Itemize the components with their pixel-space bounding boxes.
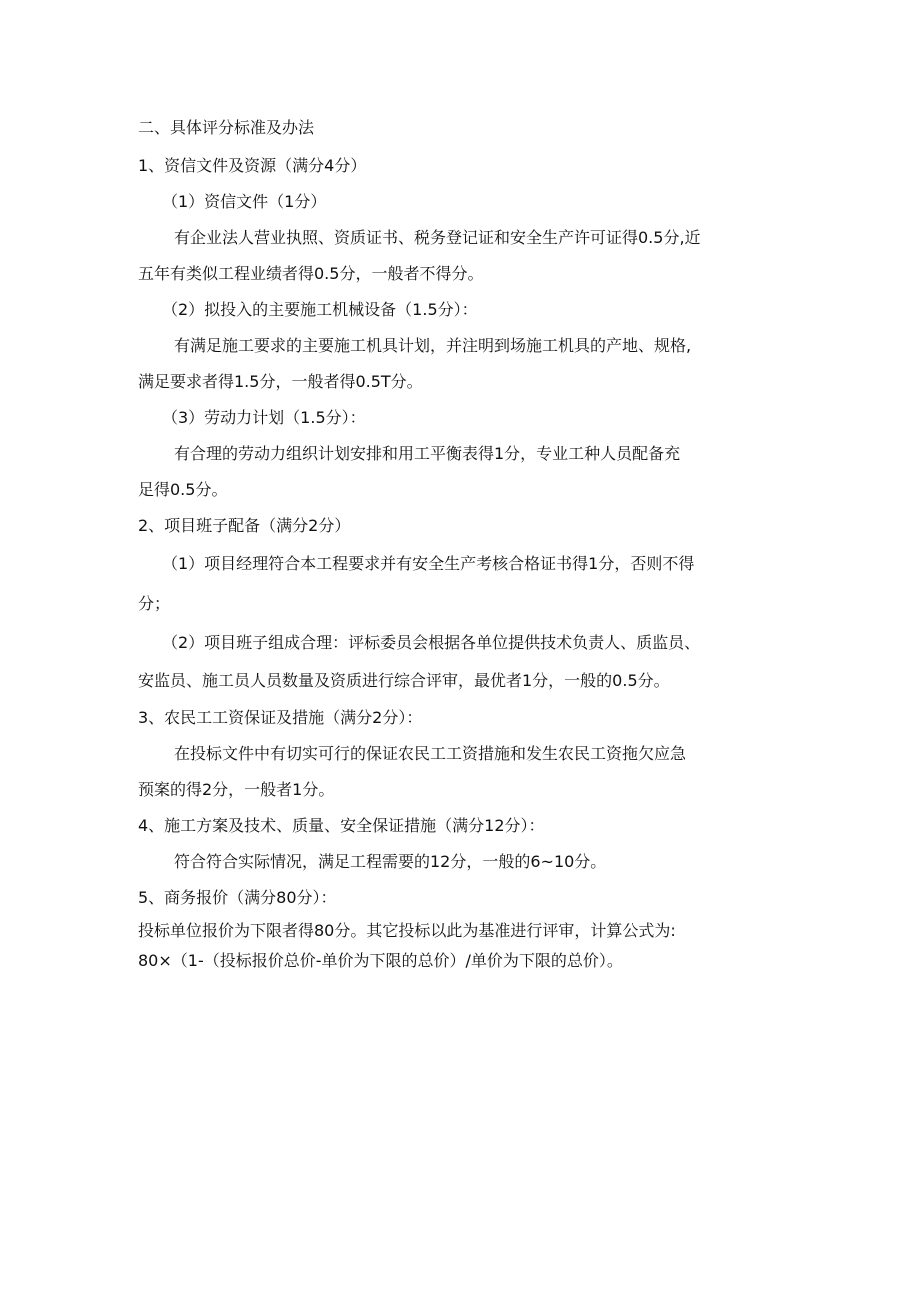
item-4-heading: 4、施工方案及技术、质量、安全保证措施（满分12分）： xyxy=(138,816,545,835)
item-3-text-line-1: 在投标文件中有切实可行的保证农民工工资措施和发生农民工资拖欠应急 xyxy=(174,744,687,763)
section-title: 二、具体评分标准及办法 xyxy=(138,118,315,137)
item-3-text-line-2: 预案的得2分，一般者1分。 xyxy=(138,780,335,799)
item-1-sub-2-label: （2）拟投入的主要施工机械设备（1.5分）： xyxy=(162,300,478,319)
item-5-text-line-1: 投标单位报价为下限者得80分。其它投标以此为基准进行评审，计算公式为: xyxy=(138,921,676,940)
item-4-text-line-1: 符合符合实际情况，满足工程需要的12分，一般的6~10分。 xyxy=(174,852,607,871)
document-page xyxy=(138,108,788,976)
item-3-heading: 3、农民工工资保证及措施（满分2分）： xyxy=(138,708,423,727)
item-1-sub-2-text-line-2: 满足要求者得1.5分，一般者得0.5T分。 xyxy=(138,372,423,391)
item-1-heading: 1、资信文件及资源（满分4分） xyxy=(138,156,367,175)
item-5-text-line-2: 80×（1-（投标报价总价-单价为下限的总价）/单价为下限的总价）。 xyxy=(138,951,623,970)
item-1-sub-1-label: （1）资信文件（1分） xyxy=(162,192,327,211)
item-2-sub-2-line-1: （2）项目班子组成合理：评标委员会根据各单位提供技术负责人、质监员、 xyxy=(162,633,701,652)
item-2-sub-2-line-2: 安监员、施工员人员数量及资质进行综合评审，最优者1分，一般的0.5分。 xyxy=(138,671,670,690)
item-2-sub-1-line-2: 分； xyxy=(138,594,171,613)
item-2-sub-1-line-1: （1）项目经理符合本工程要求并有安全生产考核合格证书得1分，否则不得 xyxy=(162,554,695,573)
item-1-sub-2-text-line-1: 有满足施工要求的主要施工机具计划，并注明到场施工机具的产地、规格, xyxy=(174,336,692,355)
item-5-heading: 5、商务报价（满分80分）： xyxy=(138,888,337,907)
item-1-sub-3-text-line-2: 足得0.5分。 xyxy=(138,480,228,499)
item-1-sub-3-text-line-1: 有合理的劳动力组织计划安排和用工平衡表得1分，专业工种人员配备充 xyxy=(174,444,681,463)
item-1-sub-1-text-line-2: 五年有类似工程业绩者得0.5分，一般者不得分。 xyxy=(138,264,484,283)
item-1-sub-3-label: （3）劳动力计划（1.5分）： xyxy=(162,408,366,427)
item-1-sub-1-text-line-1: 有企业法人营业执照、资质证书、税务登记证和安全生产许可证得0.5分,近 xyxy=(174,228,701,247)
item-2-heading: 2、项目班子配备（满分2分） xyxy=(138,516,351,535)
